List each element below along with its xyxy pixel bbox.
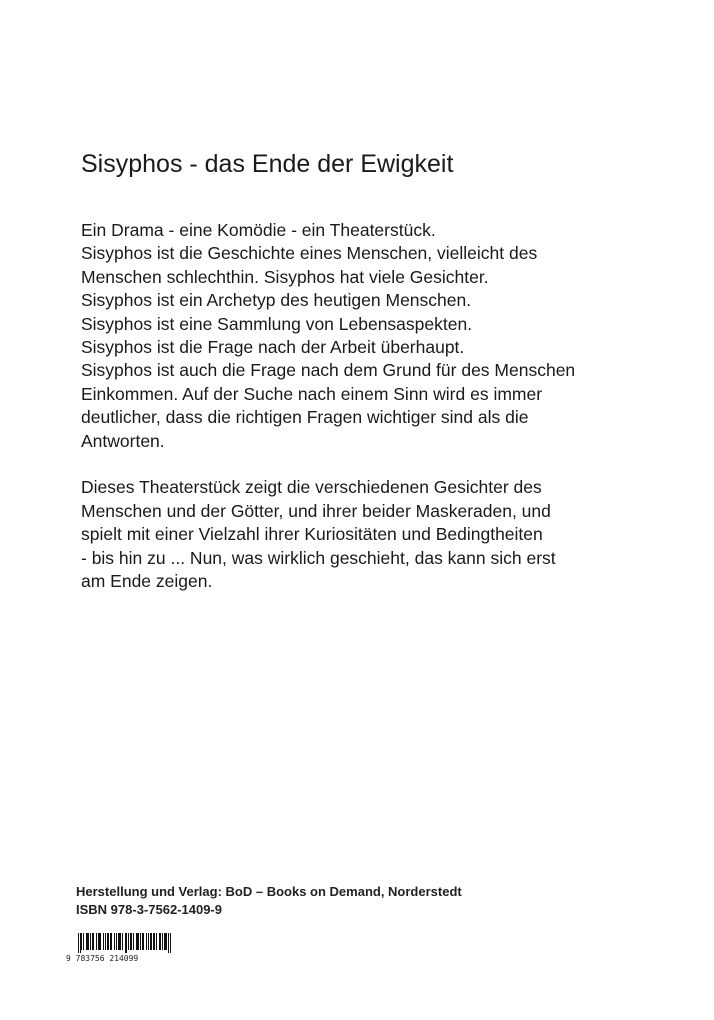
barcode-bar	[166, 933, 167, 950]
barcode-digits: 9 783756 214099	[66, 954, 139, 963]
barcode-bar	[159, 933, 160, 950]
blurb-line: Sisyphos ist die Frage nach der Arbeit überhaupt.	[81, 337, 465, 358]
barcode-bar	[133, 933, 134, 950]
barcode-bar	[90, 933, 91, 950]
book-title: Sisyphos - das Ende der Ewigkeit	[81, 150, 454, 178]
barcode-bar	[126, 933, 127, 953]
barcode-bar	[142, 933, 143, 950]
barcode-bar	[120, 933, 121, 950]
publisher-line: Herstellung und Verlag: BoD – Books on Demand, Norderstedt	[76, 884, 462, 899]
barcode-bar	[122, 933, 123, 950]
barcode-bar	[150, 933, 151, 950]
blurb-text	[81, 219, 641, 593]
publisher-imprint	[76, 883, 462, 919]
barcode-bar	[99, 933, 100, 950]
barcode-bar	[154, 933, 155, 950]
blurb-line: spielt mit einer Vielzahl ihrer Kuriositäten und Bedingtheiten	[81, 524, 543, 545]
barcode-bar	[148, 933, 149, 950]
blurb-line: Sisyphos ist ein Archetyp des heutigen Menschen.	[81, 290, 472, 311]
barcode-bar	[162, 933, 163, 950]
barcode-bar	[100, 933, 101, 950]
barcode-bar	[119, 933, 120, 950]
barcode-bar	[160, 933, 161, 950]
barcode-bar	[83, 933, 84, 950]
barcode-bar	[140, 933, 141, 950]
barcode-bar	[138, 933, 139, 950]
barcode-bar	[88, 933, 89, 950]
barcode-bar	[80, 933, 81, 953]
barcode-bar	[153, 933, 154, 950]
barcode-bar	[108, 933, 109, 950]
blurb-line: Antworten.	[81, 430, 165, 451]
barcode-bar	[137, 933, 138, 950]
barcode-bar	[130, 933, 131, 950]
blurb-line: Sisyphos ist eine Sammlung von Lebensaspekten.	[81, 313, 473, 334]
blurb-line: Sisyphos ist auch die Frage nach dem Grund für des Menschen	[81, 360, 576, 381]
barcode-bar	[131, 933, 132, 950]
isbn-barcode	[66, 933, 172, 965]
barcode-bar	[116, 933, 117, 950]
barcode-bar	[165, 933, 166, 950]
blurb-line: am Ende zeigen.	[81, 571, 213, 592]
blurb-line: Einkommen. Auf der Suche nach einem Sinn wird es immer	[81, 383, 543, 404]
blurb-paragraph-2	[81, 476, 641, 593]
barcode-bar	[146, 933, 147, 950]
barcode-bar	[114, 933, 115, 950]
barcode-bar	[125, 933, 126, 953]
barcode-bar	[164, 933, 165, 950]
barcode-bar	[136, 933, 137, 950]
barcode-bar	[81, 933, 82, 950]
barcode-bar	[107, 933, 108, 950]
barcode-bar	[93, 933, 94, 950]
barcode-bar	[128, 933, 129, 950]
blurb-line: - bis hin zu ... Nun, was wirklich geschieht, das kann sich erst	[81, 547, 556, 568]
barcode-bar	[96, 933, 97, 950]
blurb-line: Menschen und der Götter, und ihrer beider Maskeraden, und	[81, 500, 551, 521]
barcode-bar	[86, 933, 87, 950]
barcode-bar	[151, 933, 152, 950]
barcode-bar	[92, 933, 93, 950]
barcode-bar	[111, 933, 112, 950]
isbn-line: ISBN 978-3-7562-1409-9	[76, 902, 222, 917]
blurb-line: deutlicher, dass die richtigen Fragen wichtiger sind als die	[81, 407, 529, 428]
blurb-line: Menschen schlechthin. Sisyphos hat viele Gesichter.	[81, 266, 489, 287]
barcode-bar	[143, 933, 144, 950]
blurb-line: Sisyphos ist die Geschichte eines Menschen, vielleicht des	[81, 243, 538, 264]
barcode-bar	[156, 933, 157, 950]
barcode-bar	[98, 933, 99, 950]
barcode-bar	[170, 933, 171, 953]
barcode-bar	[87, 933, 88, 950]
barcode-bars	[66, 933, 172, 955]
blurb-paragraph-1	[81, 219, 641, 453]
blurb-line: Dieses Theaterstück zeigt die verschiedenen Gesichter des	[81, 477, 542, 498]
barcode-bar	[103, 933, 104, 950]
barcode-bar	[118, 933, 119, 950]
barcode-bar	[78, 933, 79, 953]
blurb-line: Ein Drama - eine Komödie - ein Theaterstück.	[81, 220, 436, 240]
barcode-bar	[168, 933, 169, 953]
barcode-bar	[110, 933, 111, 950]
barcode-bar	[105, 933, 106, 950]
